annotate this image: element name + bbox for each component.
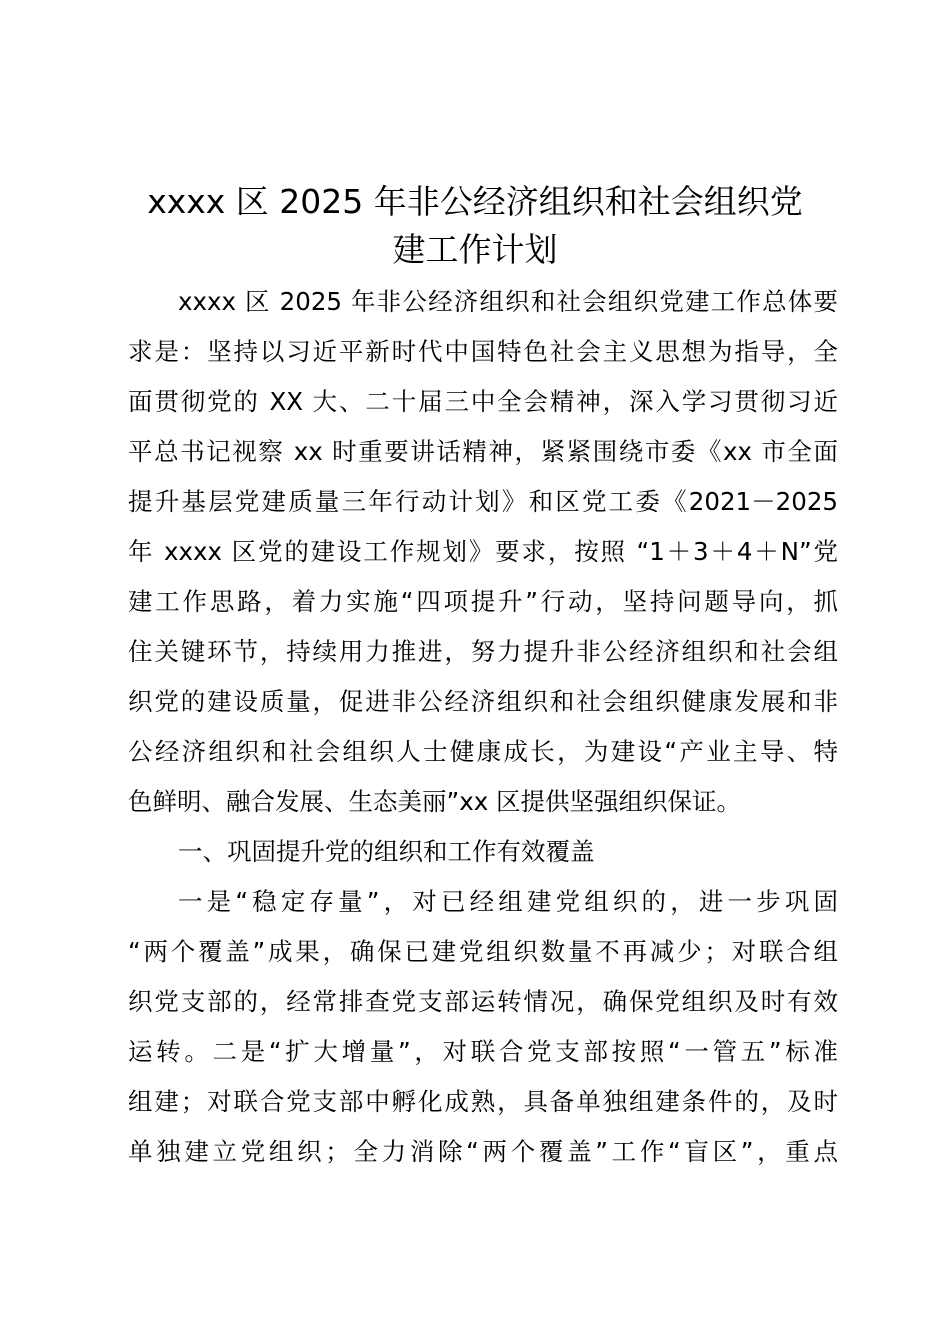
section-line: “两个覆盖”成果，确保已建党组织数量不再减少；对联合组 [128,937,838,966]
intro-line: 建工作思路，着力实施“四项提升”行动，坚持问题导向，抓 [128,587,838,616]
intro-line: 色鲜明、融合发展、生态美丽”xx 区提供坚强组织保证。 [128,787,741,816]
intro-line: 平总书记视察 xx 时重要讲话精神，紧紧围绕市委《xx 市全面 [128,437,838,466]
intro-line: 面贯彻党的 XX 大、二十届三中全会精神，深入学习贯彻习近 [128,387,838,416]
intro-line: 住关键环节，持续用力推进，努力提升非公经济组织和社会组 [128,637,838,666]
intro-line: xxxx 区 2025 年非公经济组织和社会组织党建工作总体要 [178,287,838,316]
section-line: 组建；对联合党支部中孵化成熟，具备单独组建条件的，及时 [128,1087,838,1116]
section-line: 运转。二是“扩大增量”，对联合党支部按照“一管五”标准 [128,1037,838,1066]
intro-line: 公经济组织和社会组织人士健康成长，为建设“产业主导、特 [128,737,838,766]
title-line-1: xxxx 区 2025 年非公经济组织和社会组织党 [147,182,803,221]
section-line: 单独建立党组织；全力消除“两个覆盖”工作“盲区”，重点 [128,1137,838,1166]
title-line-2: 建工作计划 [392,230,558,269]
section-heading: 一、巩固提升党的组织和工作有效覆盖 [178,837,595,866]
section-line: 织党支部的，经常排查党支部运转情况，确保党组织及时有效 [128,987,838,1016]
intro-line: 年 xxxx 区党的建设工作规划》要求，按照 “1＋3＋4＋N”党 [128,537,838,566]
section-line: 一是“稳定存量”，对已经组建党组织的，进一步巩固 [178,887,838,916]
intro-paragraph [128,277,838,827]
intro-line: 提升基层党建质量三年行动计划》和区党工委《2021－2025 [128,487,838,516]
intro-line: 织党的建设质量，促进非公经济组织和社会组织健康发展和非 [128,687,838,716]
intro-line: 求是：坚持以习近平新时代中国特色社会主义思想为指导，全 [128,337,838,366]
document-title [100,178,850,274]
section-1 [128,827,838,1177]
